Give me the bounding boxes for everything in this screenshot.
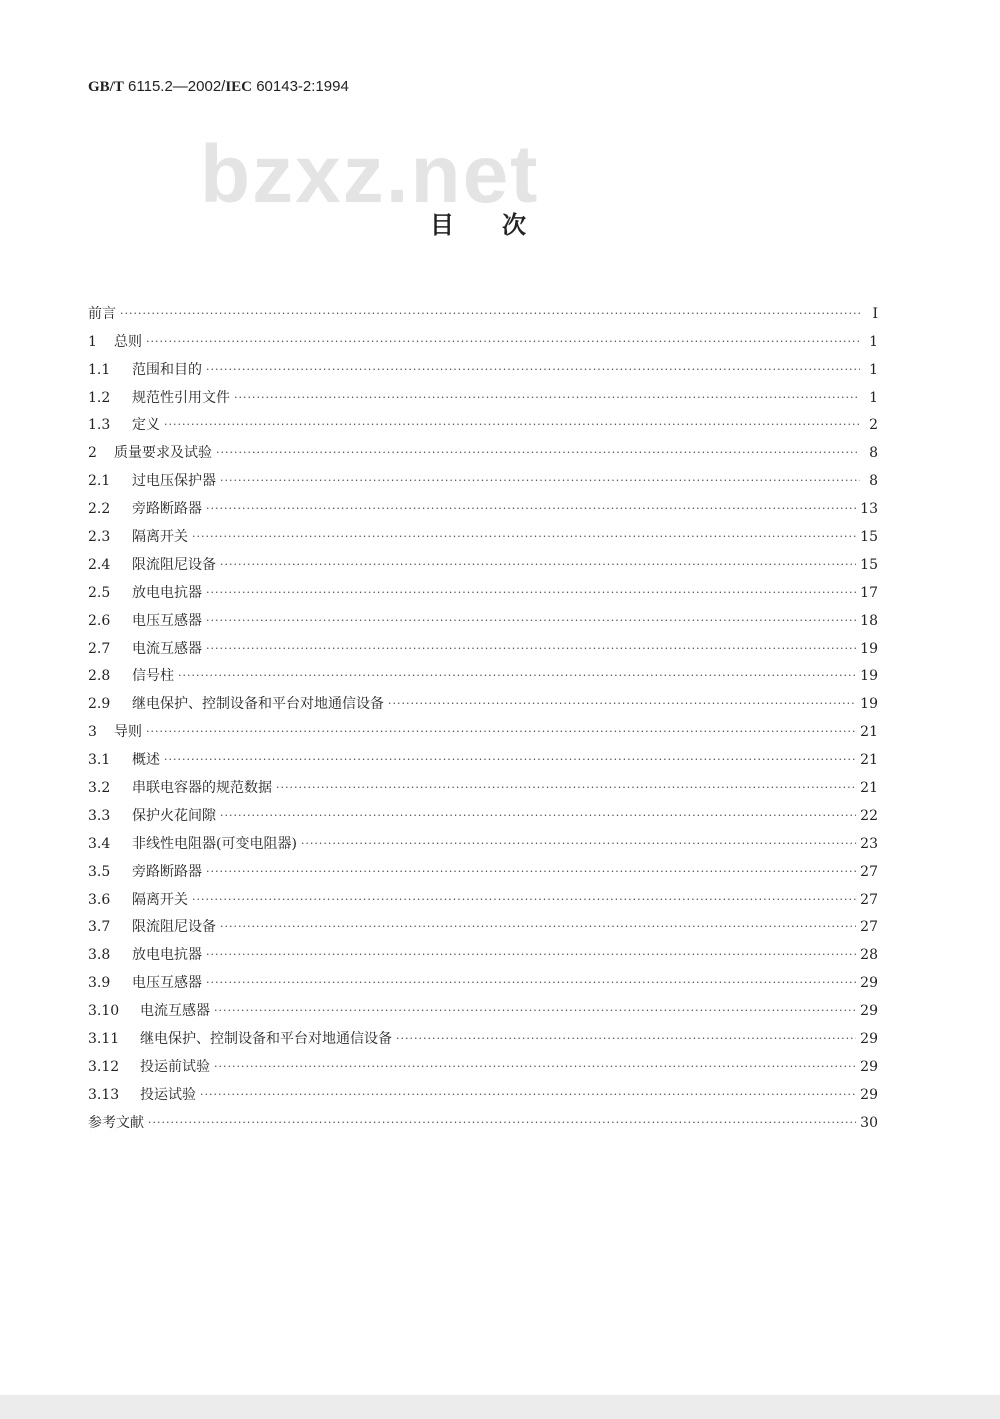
toc-entry-number: 3.5: [88, 863, 111, 880]
toc-entry-number: 3.3: [88, 807, 111, 824]
toc-entry-number: 3: [88, 724, 97, 741]
toc-entry-number: 2.1: [88, 473, 111, 490]
toc-leader-dots: [220, 471, 860, 491]
toc-entry-title: 投运试验: [140, 1086, 196, 1103]
bottom-edge: [0, 1395, 1000, 1419]
toc-entry-page: 27: [860, 891, 878, 908]
toc-leader-dots: [220, 917, 856, 937]
toc-entry[interactable]: [88, 854, 878, 882]
toc-entry-number: 1: [88, 333, 97, 350]
toc-entry[interactable]: [88, 686, 878, 714]
toc-entry-page: 8: [869, 473, 878, 490]
toc-entry-page: 23: [860, 835, 878, 852]
toc-leader-dots: [206, 945, 856, 965]
toc-entry-title: 电流互感器: [132, 640, 202, 657]
toc-leader-dots: [120, 304, 860, 324]
toc-entry[interactable]: [88, 714, 878, 742]
toc-entry-number: 2.2: [88, 501, 111, 518]
toc-entry-title: 继电保护、控制设备和平台对地通信设备: [140, 1031, 392, 1048]
toc-entry-number: 2.8: [88, 668, 111, 685]
toc-entry-page: 29: [860, 1086, 878, 1103]
toc-entry[interactable]: [88, 1021, 878, 1049]
toc-entry-title: 放电电抗器: [132, 947, 202, 964]
toc-entry-title: 旁路断路器: [132, 501, 202, 518]
toc-entry-title: 串联电容器的规范数据: [132, 780, 272, 797]
toc-entry-page: 29: [860, 1058, 878, 1075]
toc-entry[interactable]: [88, 575, 878, 603]
toc-entry-title: 限流阻尼设备: [132, 919, 216, 936]
toc-entry-page: 28: [860, 947, 878, 964]
toc-entry[interactable]: [88, 910, 878, 938]
toc-leader-dots: [301, 834, 856, 854]
toc-leader-dots: [220, 806, 856, 826]
toc-entry-title: 保护火花间隙: [132, 807, 216, 824]
toc-entry-page: 29: [860, 1003, 878, 1020]
toc-entry-title: 前言: [88, 305, 116, 322]
toc-entry-page: 1: [869, 361, 878, 378]
toc-entry-title: 继电保护、控制设备和平台对地通信设备: [132, 696, 384, 713]
iec-prefix: IEC: [225, 79, 253, 95]
toc-leader-dots: [164, 750, 856, 770]
toc-entry-number: 2.3: [88, 529, 111, 546]
toc-entry[interactable]: [88, 965, 878, 993]
page-title: 目次: [430, 211, 574, 239]
toc-entry[interactable]: [88, 491, 878, 519]
toc-leader-dots: [206, 499, 856, 519]
toc-entry-page: 17: [860, 584, 878, 601]
toc-entry[interactable]: [88, 324, 878, 352]
toc-entry-title: 概述: [132, 752, 160, 769]
toc-entry-title: 导则: [114, 724, 142, 741]
toc-entry-page: 30: [860, 1114, 878, 1131]
toc-entry-number: 3.7: [88, 919, 111, 936]
toc-entry-title: 信号柱: [132, 668, 174, 685]
toc-entry-number: 3.4: [88, 835, 111, 852]
toc-entry-title: 质量要求及试验: [114, 445, 212, 462]
toc-entry-title: 范围和目的: [132, 361, 202, 378]
toc-leader-dots: [234, 388, 860, 408]
toc-entry-title: 旁路断路器: [132, 863, 202, 880]
toc-leader-dots: [206, 583, 856, 603]
toc-entry[interactable]: [88, 1049, 878, 1077]
toc-entry[interactable]: [88, 296, 878, 324]
toc-entry-page: I: [872, 305, 878, 322]
toc-entry-number: 2: [88, 445, 97, 462]
toc-leader-dots: [216, 443, 860, 463]
toc-leader-dots: [214, 1057, 856, 1077]
toc-entry[interactable]: [88, 937, 878, 965]
toc-entry-number: 2.7: [88, 640, 111, 657]
toc-entry-number: 2.6: [88, 612, 111, 629]
toc-leader-dots: [146, 722, 856, 742]
iec-number: 60143-2:1994: [256, 78, 349, 95]
toc-leader-dots: [178, 666, 856, 686]
toc-entry-number: 3.12: [88, 1058, 120, 1075]
toc-entry[interactable]: [88, 882, 878, 910]
toc-entry-title: 限流阻尼设备: [132, 556, 216, 573]
toc-leader-dots: [192, 890, 856, 910]
toc-entry-number: 3.6: [88, 891, 111, 908]
toc-entry[interactable]: [88, 408, 878, 436]
toc-entry-page: 29: [860, 975, 878, 992]
toc-entry-page: 21: [860, 724, 878, 741]
toc-entry[interactable]: [88, 519, 878, 547]
toc-leader-dots: [164, 415, 860, 435]
toc-entry-number: 2.5: [88, 584, 111, 601]
toc-entry-title: 投运前试验: [140, 1058, 210, 1075]
toc-entry[interactable]: [88, 435, 878, 463]
toc-entry-number: 3.1: [88, 752, 111, 769]
toc-leader-dots: [388, 694, 856, 714]
toc-leader-dots: [148, 1113, 856, 1133]
toc-leader-dots: [206, 862, 856, 882]
toc-leader-dots: [200, 1085, 856, 1105]
toc-entry-page: 22: [860, 807, 878, 824]
toc-entry-number: 3.9: [88, 975, 111, 992]
toc-entry-page: 29: [860, 1031, 878, 1048]
toc-entry-page: 21: [860, 780, 878, 797]
toc-entry-number: 3.8: [88, 947, 111, 964]
toc-entry-page: 13: [860, 501, 878, 518]
standard-number: 6115.2—2002/: [128, 78, 226, 95]
toc-entry[interactable]: [88, 798, 878, 826]
toc-entry-page: 27: [860, 863, 878, 880]
toc-leader-dots: [192, 527, 856, 547]
toc-entry-number: 3.2: [88, 780, 111, 797]
toc-entry-title: 过电压保护器: [132, 473, 216, 490]
toc-entry-title: 总则: [114, 333, 142, 350]
toc-entry-page: 1: [869, 333, 878, 350]
toc-entry[interactable]: [88, 1077, 878, 1105]
toc-entry[interactable]: [88, 380, 878, 408]
toc-entry[interactable]: [88, 742, 878, 770]
toc-entry[interactable]: [88, 352, 878, 380]
toc-entry-title: 定义: [132, 417, 160, 434]
toc-entry-page: 15: [860, 556, 878, 573]
toc-entry[interactable]: [88, 659, 878, 687]
toc-leader-dots: [396, 1029, 856, 1049]
toc-entry[interactable]: [88, 547, 878, 575]
toc-entry[interactable]: [88, 463, 878, 491]
toc-entry[interactable]: [88, 1105, 878, 1133]
toc-entry-title: 隔离开关: [132, 891, 188, 908]
toc-entry-title: 隔离开关: [132, 529, 188, 546]
toc-entry[interactable]: [88, 770, 878, 798]
toc-entry-page: 21: [860, 752, 878, 769]
toc-entry-number: 1.3: [88, 417, 111, 434]
toc-entry-title: 规范性引用文件: [132, 389, 230, 406]
toc-leader-dots: [206, 360, 860, 380]
toc-entry[interactable]: [88, 603, 878, 631]
toc-leader-dots: [276, 778, 856, 798]
toc-entry-page: 19: [860, 668, 878, 685]
toc-entry-page: 27: [860, 919, 878, 936]
toc-entry-title: 放电电抗器: [132, 584, 202, 601]
standard-prefix: GB/T: [88, 79, 124, 95]
watermark: bzxz.net: [200, 129, 540, 220]
toc-entry-page: 2: [869, 417, 878, 434]
toc-leader-dots: [206, 639, 856, 659]
toc-entry-title: 非线性电阻器(可变电阻器): [132, 835, 297, 852]
toc-entry-title: 电流互感器: [140, 1003, 210, 1020]
toc-entry-number: 3.11: [88, 1031, 120, 1048]
table-of-contents: [88, 296, 878, 1133]
toc-entry-page: 19: [860, 696, 878, 713]
toc-leader-dots: [146, 332, 860, 352]
toc-entry[interactable]: [88, 826, 878, 854]
toc-leader-dots: [214, 1001, 856, 1021]
toc-entry-page: 15: [860, 529, 878, 546]
toc-entry-number: 1.1: [88, 361, 111, 378]
toc-entry-page: 19: [860, 640, 878, 657]
toc-entry-page: 8: [869, 445, 878, 462]
toc-entry[interactable]: [88, 631, 878, 659]
toc-entry-page: 1: [869, 389, 878, 406]
toc-leader-dots: [220, 555, 856, 575]
toc-entry-number: 1.2: [88, 389, 111, 406]
toc-entry-title: 电压互感器: [132, 612, 202, 629]
standard-number-header: [88, 78, 349, 96]
toc-leader-dots: [206, 973, 856, 993]
toc-entry-number: 3.13: [88, 1086, 120, 1103]
toc-entry-number: 2.9: [88, 696, 111, 713]
toc-entry-number: 2.4: [88, 556, 111, 573]
toc-leader-dots: [206, 611, 856, 631]
toc-entry-title: 电压互感器: [132, 975, 202, 992]
toc-entry[interactable]: [88, 993, 878, 1021]
toc-entry-number: 3.10: [88, 1003, 120, 1020]
toc-entry-title: 参考文献: [88, 1114, 144, 1131]
toc-entry-page: 18: [860, 612, 878, 629]
